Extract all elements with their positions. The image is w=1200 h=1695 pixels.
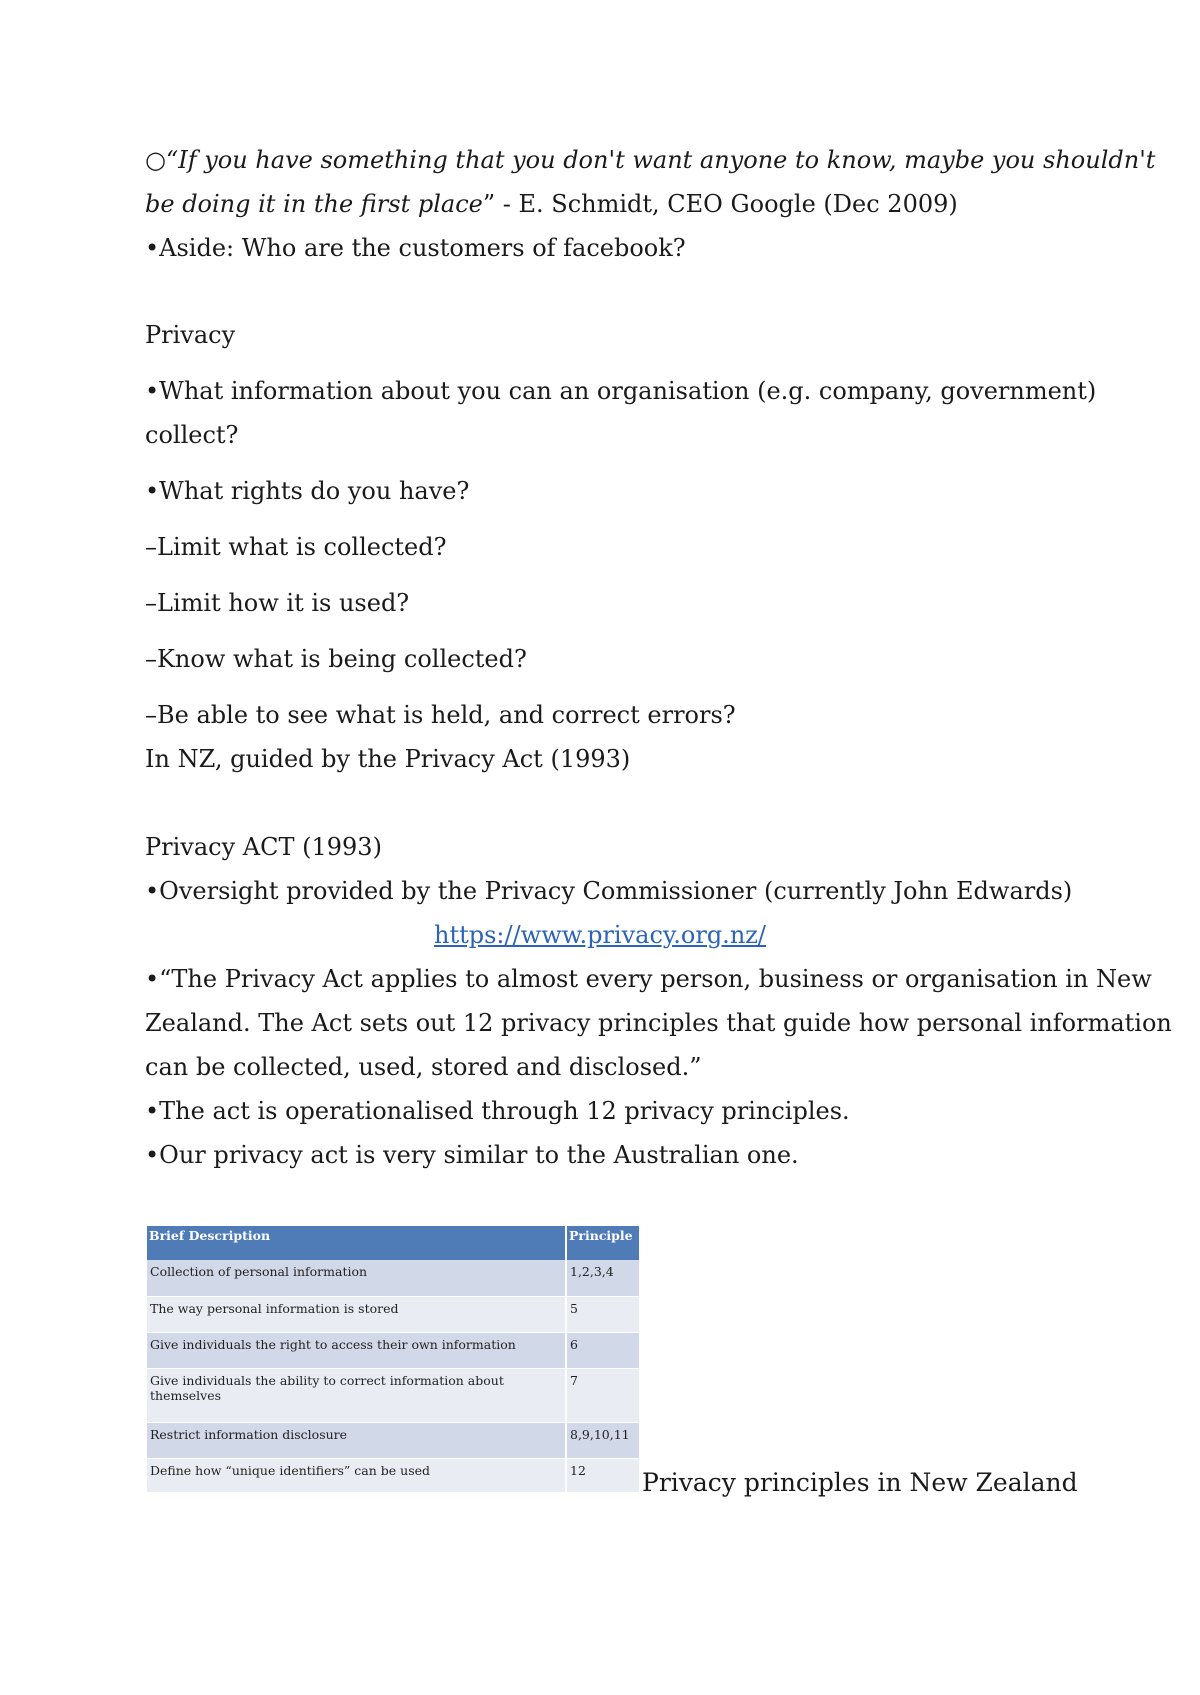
privacy-item: –Limit how it is used?: [145, 589, 410, 617]
header-principle: Principle: [566, 1226, 640, 1260]
bullet-circle: ○: [145, 146, 166, 174]
cell-description: Give individuals the right to access their own information: [147, 1332, 566, 1368]
privacy-item: •What information about you can an organisation (e.g. company, government): [145, 377, 1097, 405]
cell-description: The way personal information is stored: [147, 1296, 566, 1332]
privacy-item: –Limit what is collected?: [145, 533, 447, 561]
aside-text: •Aside: Who are the customers of facebook?: [145, 234, 686, 262]
cell-principle: 12: [566, 1458, 640, 1492]
cell-principle: 6: [566, 1332, 640, 1368]
quote-line-2: [145, 189, 958, 219]
privacy-item: collect?: [145, 421, 239, 449]
quote-text-2: be doing it in the first place: [145, 190, 483, 218]
cell-principle: 5: [566, 1296, 640, 1332]
act-point: •The act is operationalised through 12 privacy principles.: [145, 1097, 850, 1125]
cell-description: Collection of personal information: [147, 1260, 566, 1296]
quote-text-1: “If you have something that you don't want anyone to know, maybe you shouldn't: [165, 146, 1156, 174]
table-row: [147, 1458, 640, 1492]
table-header-row: [147, 1226, 640, 1260]
privacy-heading: Privacy: [145, 321, 236, 349]
table-caption: Privacy principles in New Zealand: [642, 1468, 1078, 1497]
privacy-item: –Know what is being collected?: [145, 645, 527, 673]
table-row: [147, 1260, 640, 1296]
table-row: [147, 1368, 640, 1422]
table-row: [147, 1422, 640, 1458]
header-description: Brief Description: [147, 1226, 566, 1260]
privacy-item: –Be able to see what is held, and correct errors?: [145, 701, 736, 729]
cell-description: Restrict information disclosure: [147, 1422, 566, 1458]
cell-description: Define how “unique identifiers” can be used: [147, 1458, 566, 1492]
quote-line-1: [145, 145, 1155, 175]
privacy-commissioner-link[interactable]: https://www.privacy.org.nz/: [433, 921, 766, 949]
act-point: •Our privacy act is very similar to the Australian one.: [145, 1141, 799, 1169]
cell-description: Give individuals the ability to correct information about themselves: [147, 1368, 566, 1422]
table-row: [147, 1296, 640, 1332]
oversight-text: •Oversight provided by the Privacy Commissioner (currently John Edwards): [145, 877, 1073, 905]
privacy-item: In NZ, guided by the Privacy Act (1993): [145, 745, 631, 773]
cell-principle: 7: [566, 1368, 640, 1422]
privacy-principles-table: [147, 1226, 641, 1493]
privacy-item: •What rights do you have?: [145, 477, 470, 505]
cell-principle: 8,9,10,11: [566, 1422, 640, 1458]
act-quote-line: Zealand. The Act sets out 12 privacy principles that guide how personal information: [145, 1009, 1172, 1037]
act-heading: Privacy ACT (1993): [145, 833, 382, 861]
act-quote-line: •“The Privacy Act applies to almost every person, business or organisation in New: [145, 965, 1152, 993]
cell-principle: 1,2,3,4: [566, 1260, 640, 1296]
table-row: [147, 1332, 640, 1368]
act-quote-line: can be collected, used, stored and disclosed.”: [145, 1053, 702, 1081]
quote-attribution: ” - E. Schmidt, CEO Google (Dec 2009): [482, 190, 958, 218]
